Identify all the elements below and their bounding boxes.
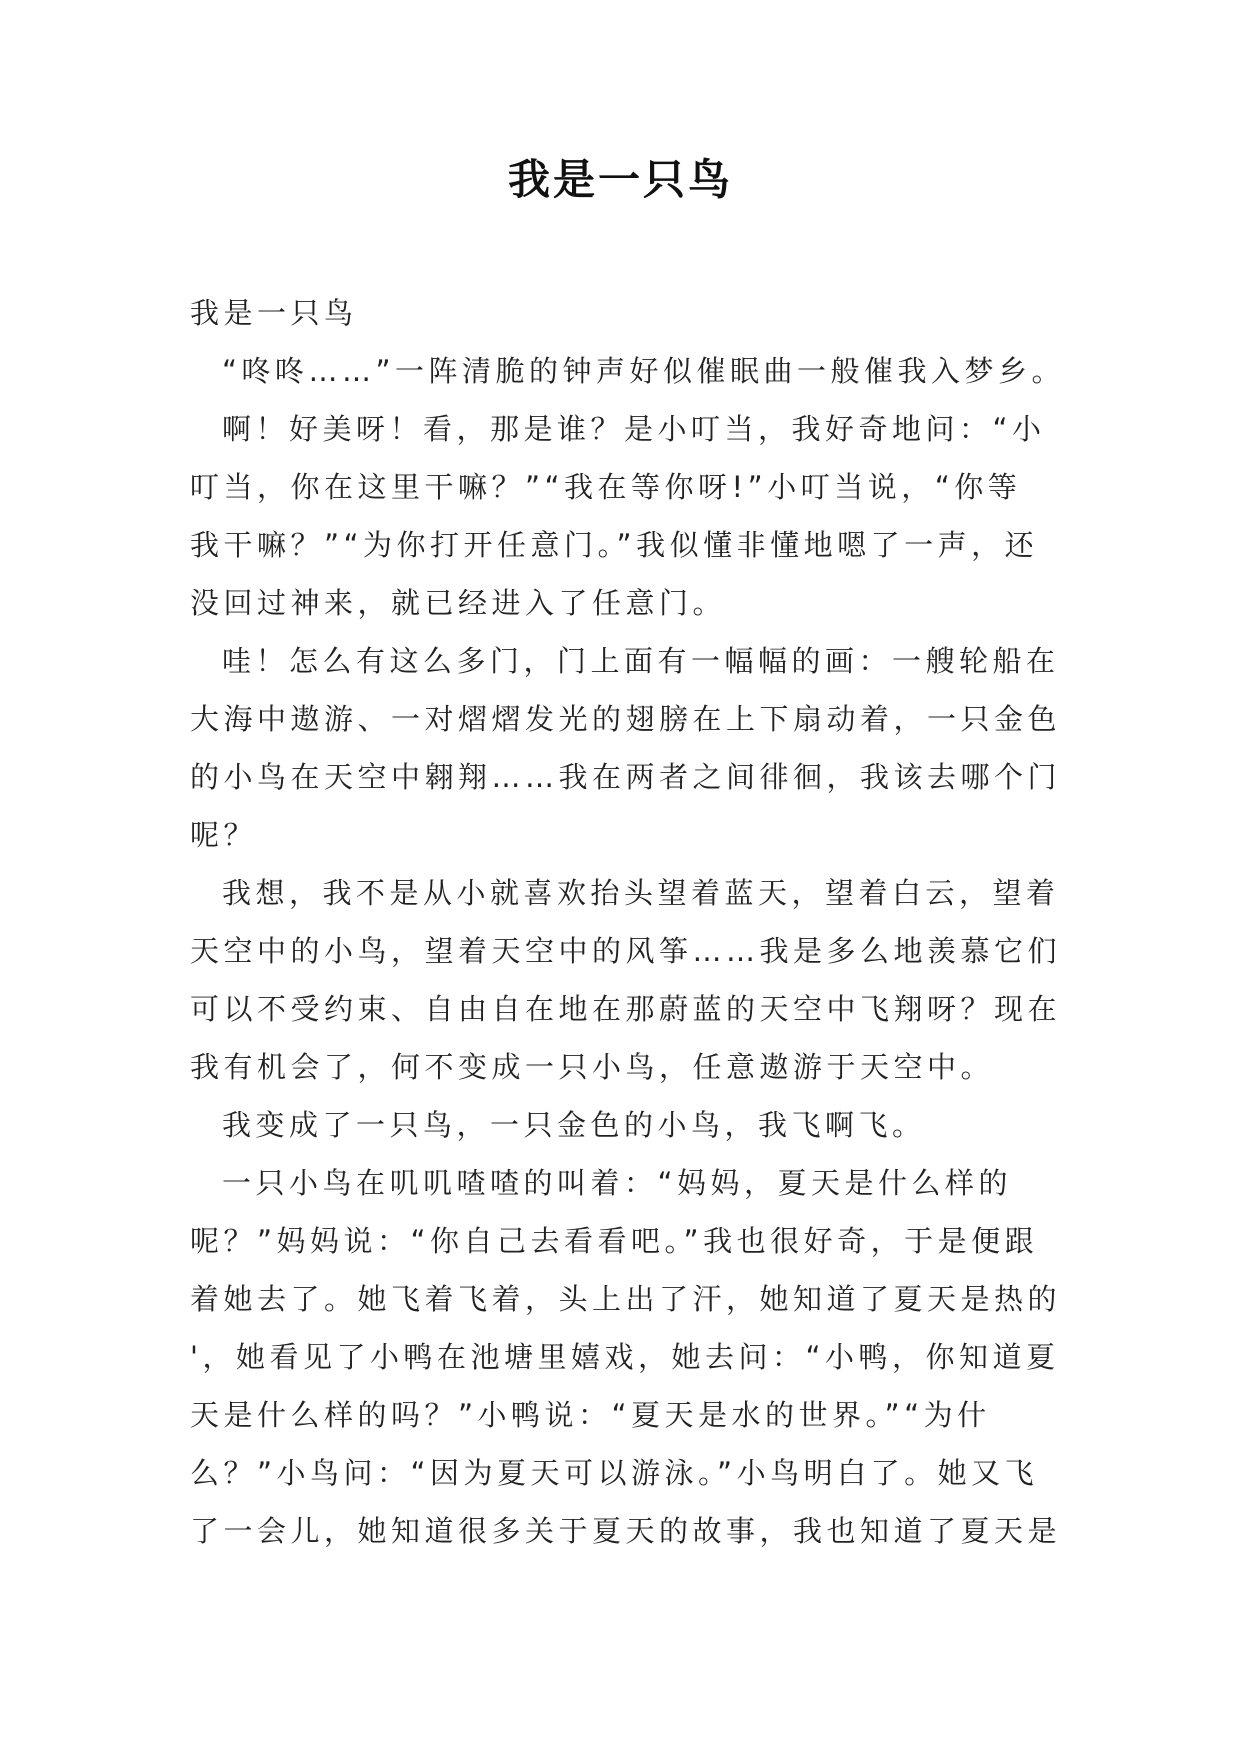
text-line-13: 可以不受约束、自由自在地在那蔚蓝的天空中飞翔呀？现在 xyxy=(190,992,1062,1026)
text-line-12: 天空中的小鸟，望着天空中的风筝……我是多么地羡慕它们 xyxy=(190,934,1062,968)
document-title: 我是一只鸟 xyxy=(507,155,733,204)
text-line-19: '，她看见了小鸭在池塘里嬉戏，她去问：“小鸭，你知道夏 xyxy=(190,1340,1060,1374)
text-line-5: 我干嘛？”“为你打开任意门。”我似懂非懂地嗯了一声，还 xyxy=(190,528,1039,562)
text-line-10: 呢？ xyxy=(190,818,258,852)
text-line-2: “咚咚……”一阵清脆的钟声好似催眠曲一般催我入梦乡。 xyxy=(222,354,1066,388)
text-line-22: 了一会儿，她知道很多关于夏天的故事，我也知道了夏天是 xyxy=(190,1514,1062,1548)
text-line-20: 天是什么样的吗？”小鸭说：“夏天是水的世界。”“为什 xyxy=(190,1398,991,1432)
text-line-8: 大海中遨游、一对熠熠发光的翅膀在上下扇动着，一只金色 xyxy=(190,702,1062,736)
text-line-9: 的小鸟在天空中翱翔……我在两者之间徘徊，我该去哪个门 xyxy=(190,760,1062,794)
text-line-17: 呢？”妈妈说：“你自己去看看吧。”我也很好奇，于是便跟 xyxy=(190,1224,1039,1258)
text-line-6: 没回过神来，就已经进入了任意门。 xyxy=(190,586,727,620)
text-line-18: 着她去了。她飞着飞着，头上出了汗，她知道了夏天是热的 xyxy=(190,1282,1062,1316)
text-line-1: 我是一只鸟 xyxy=(190,296,358,330)
text-line-7: 哇！怎么有这么多门，门上面有一幅幅的画：一艘轮船在 xyxy=(222,644,1060,678)
document-body xyxy=(190,284,1066,1560)
text-line-3: 啊！好美呀！看，那是谁？是小叮当，我好奇地问：“小 xyxy=(222,412,1046,446)
text-line-14: 我有机会了，何不变成一只小鸟，任意遨游于天空中。 xyxy=(190,1050,995,1084)
text-line-11: 我想，我不是从小就喜欢抬头望着蓝天，望着白云，望着 xyxy=(222,876,1060,910)
text-line-15: 我变成了一只鸟，一只金色的小鸟，我飞啊飞。 xyxy=(222,1108,926,1142)
text-line-16: 一只小鸟在叽叽喳喳的叫着：“妈妈，夏天是什么样的 xyxy=(222,1166,1013,1200)
text-line-21: 么？”小鸟问：“因为夏天可以游泳。”小鸟明白了。她又飞 xyxy=(190,1456,1039,1490)
text-line-4: 叮当，你在这里干嘛？”“我在等你呀!”小叮当说，“你等 xyxy=(190,470,1022,504)
